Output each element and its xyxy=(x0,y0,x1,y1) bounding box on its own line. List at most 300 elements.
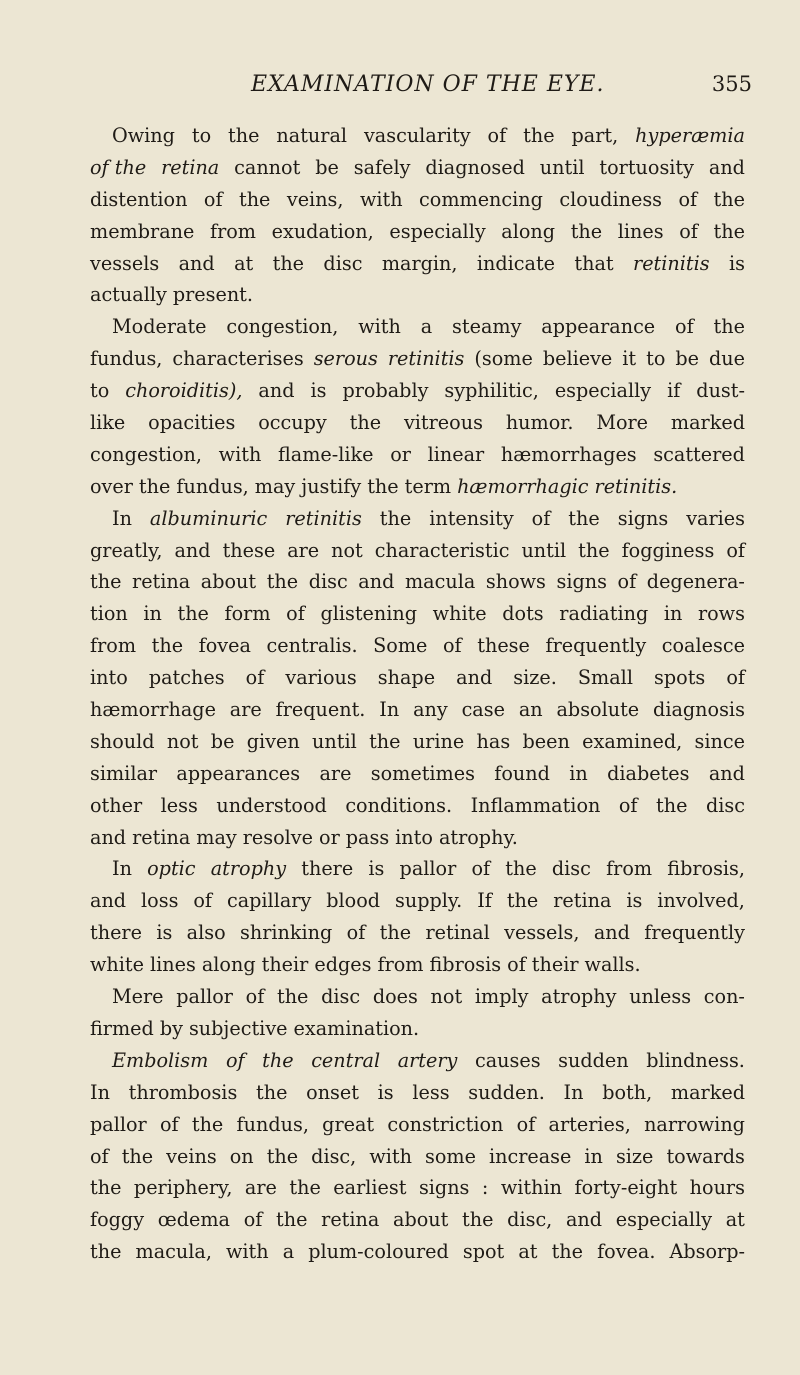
word: conditions. xyxy=(345,793,453,817)
word: some xyxy=(424,1144,476,1168)
text-line xyxy=(90,662,745,694)
text-line xyxy=(90,1236,745,1268)
word: patches xyxy=(148,666,225,690)
word: should xyxy=(90,729,155,753)
word: retina xyxy=(321,1208,380,1232)
word: there xyxy=(301,857,354,881)
word: retina xyxy=(132,570,191,594)
word: thrombosis xyxy=(128,1080,238,1104)
word: central xyxy=(311,1048,381,1072)
word: sudden xyxy=(558,1048,629,1072)
word: the xyxy=(713,315,745,339)
word: is xyxy=(368,857,385,881)
word: form xyxy=(224,602,271,626)
word: and xyxy=(456,666,493,690)
word: onset xyxy=(306,1080,359,1104)
word: at xyxy=(234,251,254,275)
text-line xyxy=(90,1172,745,1204)
text-line xyxy=(90,375,745,407)
word: present. xyxy=(172,283,253,307)
word: margin, xyxy=(381,251,458,275)
word: congestion, xyxy=(226,315,339,339)
word: firmed xyxy=(90,1016,154,1040)
word: sometimes xyxy=(370,761,475,785)
word: lines xyxy=(617,219,664,243)
word: commencing xyxy=(419,187,543,211)
word: and xyxy=(90,889,127,913)
word: hours xyxy=(689,1176,745,1200)
word: veins xyxy=(166,1144,217,1168)
word: with xyxy=(369,1144,412,1168)
word: of xyxy=(675,315,694,339)
word: pallor xyxy=(90,1112,147,1136)
word: cannot xyxy=(234,155,301,179)
word: the xyxy=(276,1208,308,1232)
word: there xyxy=(90,921,142,945)
word: Embolism xyxy=(112,1048,209,1072)
word: sudden. xyxy=(468,1080,545,1104)
word: the xyxy=(570,219,603,243)
word: justify xyxy=(301,474,362,498)
word: fovea. xyxy=(597,1240,656,1264)
word: other xyxy=(90,793,143,817)
text-line xyxy=(90,598,745,630)
word: vitreous xyxy=(403,411,483,435)
word: of xyxy=(245,666,265,690)
word: of xyxy=(726,538,745,562)
word: frequently xyxy=(644,921,745,945)
word: white xyxy=(432,602,487,626)
word: atrophy. xyxy=(438,825,518,849)
word: both, xyxy=(602,1080,653,1104)
word: scattered xyxy=(653,442,745,466)
word: of xyxy=(516,1112,536,1136)
word: are xyxy=(244,1176,277,1200)
word: atrophy xyxy=(541,985,617,1009)
word: a xyxy=(420,315,433,339)
word: of xyxy=(531,506,551,530)
text-line xyxy=(90,279,745,311)
word: linear xyxy=(427,442,485,466)
word: especially xyxy=(389,219,486,243)
word: into xyxy=(90,666,128,690)
word: varies xyxy=(686,506,745,530)
word: greatly, xyxy=(90,538,163,562)
word: various xyxy=(285,666,357,690)
text-line xyxy=(90,853,745,885)
word: signs xyxy=(617,506,669,530)
word: be xyxy=(210,729,235,753)
word: humor. xyxy=(505,411,574,435)
word: on xyxy=(229,1144,254,1168)
word: earliest xyxy=(333,1176,407,1200)
word: retina xyxy=(161,155,220,179)
word: intensity xyxy=(429,506,514,530)
word: the xyxy=(578,538,610,562)
word: serous xyxy=(313,347,378,371)
word: foggy xyxy=(90,1208,145,1232)
word: forty-eight xyxy=(574,1176,678,1200)
word: the xyxy=(506,889,539,913)
word: size. xyxy=(513,666,557,690)
word: opacities xyxy=(148,411,236,435)
word: the xyxy=(367,474,399,498)
word: the xyxy=(256,1080,288,1104)
word: fovea xyxy=(198,634,251,658)
word: in xyxy=(569,761,588,785)
word: probably xyxy=(342,379,429,403)
text-line xyxy=(90,566,745,598)
word: appearances xyxy=(176,761,301,785)
word: the xyxy=(523,124,555,147)
word: the xyxy=(121,1144,154,1168)
word: tion xyxy=(90,602,128,626)
word: increase xyxy=(488,1144,572,1168)
word: similar xyxy=(90,761,158,785)
word: be xyxy=(315,155,339,179)
word: retinitis. xyxy=(594,474,678,498)
word: examined, xyxy=(582,729,683,753)
text-line xyxy=(90,981,745,1013)
word: frequent. xyxy=(275,698,366,722)
word: of xyxy=(286,602,305,626)
word: of xyxy=(726,666,745,690)
word: In xyxy=(112,857,132,881)
word: less xyxy=(160,793,198,817)
word: fundus, xyxy=(176,474,249,498)
text-line xyxy=(90,152,745,184)
word: the xyxy=(177,602,209,626)
word: in xyxy=(143,602,162,626)
word: from xyxy=(377,953,424,977)
word: may xyxy=(254,474,296,498)
word: and xyxy=(358,570,395,594)
word: : xyxy=(481,1176,489,1200)
word: along xyxy=(201,953,256,977)
word: disc xyxy=(705,793,745,817)
word: steamy xyxy=(452,315,522,339)
word: not xyxy=(331,538,363,562)
word: veins, xyxy=(286,187,344,211)
word: of xyxy=(443,634,462,658)
running-title: EXAMINATION OF THE EYE. xyxy=(251,72,605,97)
word: occupy xyxy=(258,411,327,435)
word: hæmorrhages xyxy=(500,442,637,466)
word: at xyxy=(725,1208,745,1232)
word: understood xyxy=(216,793,327,817)
word: disc xyxy=(323,251,363,275)
word: of xyxy=(245,985,265,1009)
text-line xyxy=(90,885,745,917)
word: or xyxy=(319,825,340,849)
word: macula xyxy=(404,570,476,594)
word: and xyxy=(90,825,127,849)
word: pallor xyxy=(176,985,233,1009)
word: to xyxy=(90,379,110,403)
word: also xyxy=(186,921,226,945)
running-head xyxy=(0,64,800,104)
word: of xyxy=(617,570,637,594)
word: fibrosis xyxy=(429,953,502,977)
word: since xyxy=(694,729,745,753)
word: distention xyxy=(90,187,188,211)
word: term xyxy=(404,474,452,498)
word: constriction xyxy=(387,1112,504,1136)
word: hyperæmia xyxy=(635,124,745,147)
word: and xyxy=(258,379,295,403)
text-line xyxy=(90,790,745,822)
word: with xyxy=(359,187,403,211)
word: Absorp- xyxy=(669,1240,745,1264)
word: fibrosis, xyxy=(667,857,745,881)
word: and xyxy=(565,1208,603,1232)
word: marked xyxy=(670,1080,745,1104)
word: choroiditis), xyxy=(125,379,243,403)
word: narrowing xyxy=(644,1112,745,1136)
word: to xyxy=(646,347,666,371)
word: has xyxy=(476,729,511,753)
word: shrinking xyxy=(240,921,333,945)
word: macula, xyxy=(135,1240,212,1264)
word: part, xyxy=(571,124,619,147)
word: and xyxy=(593,921,630,945)
text-line xyxy=(90,1109,745,1141)
text-line xyxy=(90,758,745,790)
text-line xyxy=(90,1141,745,1173)
word: from xyxy=(209,219,257,243)
word: walls. xyxy=(584,953,641,977)
word: the xyxy=(138,474,171,498)
word: the xyxy=(266,570,299,594)
word: Moderate xyxy=(112,315,207,339)
word: any xyxy=(413,698,448,722)
word: In xyxy=(90,1080,110,1104)
word: of xyxy=(225,1048,245,1072)
word: subjective xyxy=(188,1016,288,1040)
word: the xyxy=(289,1176,321,1200)
word: Owing xyxy=(112,124,175,147)
word: cloudiness xyxy=(559,187,663,211)
word: the xyxy=(90,570,122,594)
word: great xyxy=(322,1112,375,1136)
word: degenera- xyxy=(646,570,745,594)
word: Some xyxy=(373,634,428,658)
word: of xyxy=(471,857,491,881)
word: is xyxy=(626,889,643,913)
word: characteristic xyxy=(374,538,510,562)
word: until xyxy=(539,155,585,179)
word: vascularity xyxy=(363,124,471,147)
word: especially xyxy=(554,379,652,403)
word: marked xyxy=(670,411,745,435)
word: artery xyxy=(397,1048,458,1072)
word: is xyxy=(310,379,327,403)
word: lines xyxy=(149,953,196,977)
word: an xyxy=(518,698,543,722)
text-line xyxy=(90,1013,745,1045)
word: be xyxy=(675,347,699,371)
word: supply. xyxy=(394,889,463,913)
word: the xyxy=(262,1048,294,1072)
word: appearance xyxy=(541,315,656,339)
word: the xyxy=(266,1144,299,1168)
word: hæmorrhage xyxy=(90,698,216,722)
word: with xyxy=(358,315,401,339)
word: shape xyxy=(377,666,436,690)
text-line xyxy=(90,694,745,726)
text-line xyxy=(90,120,745,152)
word: capillary xyxy=(226,889,312,913)
word: their xyxy=(531,953,579,977)
word: are xyxy=(287,538,320,562)
word: If xyxy=(477,889,492,913)
word: the xyxy=(713,219,745,243)
text-line xyxy=(90,1045,745,1077)
text-line xyxy=(90,184,745,216)
word: if xyxy=(667,379,681,403)
word: characterises xyxy=(172,347,304,371)
word: case xyxy=(461,698,505,722)
word: disc xyxy=(551,857,591,881)
word: about xyxy=(200,570,257,594)
word: retinitis xyxy=(387,347,465,371)
word: the xyxy=(276,985,309,1009)
word: the xyxy=(272,251,305,275)
word: blindness. xyxy=(646,1048,745,1072)
word: the xyxy=(551,1240,583,1264)
word: found xyxy=(494,761,550,785)
word: the xyxy=(505,857,537,881)
word: plum-coloured xyxy=(308,1240,449,1264)
word: the xyxy=(349,411,382,435)
word: these xyxy=(222,538,276,562)
word: these xyxy=(477,634,530,658)
word: disc, xyxy=(311,1144,357,1168)
word: loss xyxy=(141,889,179,913)
text-line xyxy=(90,343,745,375)
text-line xyxy=(90,949,745,981)
word: and xyxy=(178,251,215,275)
word: like xyxy=(90,411,126,435)
word: is xyxy=(377,1080,394,1104)
text-line xyxy=(90,439,745,471)
word: absolute xyxy=(556,698,640,722)
word: pallor xyxy=(399,857,457,881)
word: retinitis xyxy=(285,506,362,530)
word: white xyxy=(90,953,144,977)
word: œdema xyxy=(157,1208,230,1232)
word: of xyxy=(487,124,507,147)
word: from xyxy=(606,857,653,881)
word: with xyxy=(225,1240,269,1264)
word: less xyxy=(412,1080,450,1104)
word: along xyxy=(501,219,556,243)
word: the xyxy=(713,187,745,211)
word: In xyxy=(379,698,400,722)
word: in xyxy=(584,1144,603,1168)
word: does xyxy=(372,985,418,1009)
word: dust- xyxy=(696,379,745,403)
word: the xyxy=(568,506,600,530)
word: signs xyxy=(418,1176,470,1200)
text-line xyxy=(90,1077,745,1109)
word: by xyxy=(159,1016,183,1040)
word: centralis. xyxy=(266,634,358,658)
text-line xyxy=(90,311,745,343)
word: (some xyxy=(474,347,533,371)
word: pass xyxy=(345,825,390,849)
text-line xyxy=(90,503,745,535)
word: unless xyxy=(629,985,692,1009)
word: and xyxy=(174,538,211,562)
word: over xyxy=(90,474,133,498)
word: fogginess xyxy=(621,538,715,562)
word: the xyxy=(656,793,688,817)
word: until xyxy=(521,538,567,562)
word: it xyxy=(622,347,637,371)
text-line xyxy=(90,1204,745,1236)
word: of xyxy=(678,187,698,211)
word: of xyxy=(159,1112,179,1136)
word: safely xyxy=(353,155,411,179)
word: of xyxy=(346,921,366,945)
word: exudation, xyxy=(271,219,374,243)
word: natural xyxy=(276,124,348,147)
word: urine xyxy=(412,729,465,753)
word: within xyxy=(500,1176,562,1200)
word: with xyxy=(218,442,262,466)
word: imply xyxy=(474,985,529,1009)
word: of xyxy=(193,889,213,913)
word: in xyxy=(663,602,683,626)
word: albuminuric xyxy=(149,506,268,530)
word: causes xyxy=(474,1048,541,1072)
word: of xyxy=(90,1144,109,1168)
word: retina xyxy=(553,889,612,913)
word: disc xyxy=(308,570,348,594)
word: believe xyxy=(542,347,613,371)
word: of xyxy=(679,219,698,243)
word: into xyxy=(395,825,433,849)
word: to xyxy=(191,124,212,147)
word: towards xyxy=(666,1144,745,1168)
word: are xyxy=(319,761,352,785)
word: diabetes xyxy=(607,761,690,785)
word: membrane xyxy=(90,219,195,243)
word: In xyxy=(112,506,132,530)
word: rows xyxy=(697,602,745,626)
word: fundus, xyxy=(90,347,163,371)
word: edges xyxy=(314,953,372,977)
word: the xyxy=(191,1112,224,1136)
word: blood xyxy=(326,889,381,913)
word: examination. xyxy=(293,1016,420,1040)
word: not xyxy=(166,729,199,753)
word: a xyxy=(282,1240,295,1264)
text-line xyxy=(90,216,745,248)
word: at xyxy=(518,1240,538,1264)
word: optic xyxy=(147,857,196,881)
text-line xyxy=(90,471,745,503)
word: of xyxy=(203,187,223,211)
page-number: 355 xyxy=(711,72,752,96)
word: or xyxy=(390,442,411,466)
text-line xyxy=(90,407,745,439)
word: of xyxy=(243,1208,263,1232)
word: resolve xyxy=(242,825,314,849)
word: flame-like xyxy=(277,442,374,466)
word: the xyxy=(238,187,271,211)
